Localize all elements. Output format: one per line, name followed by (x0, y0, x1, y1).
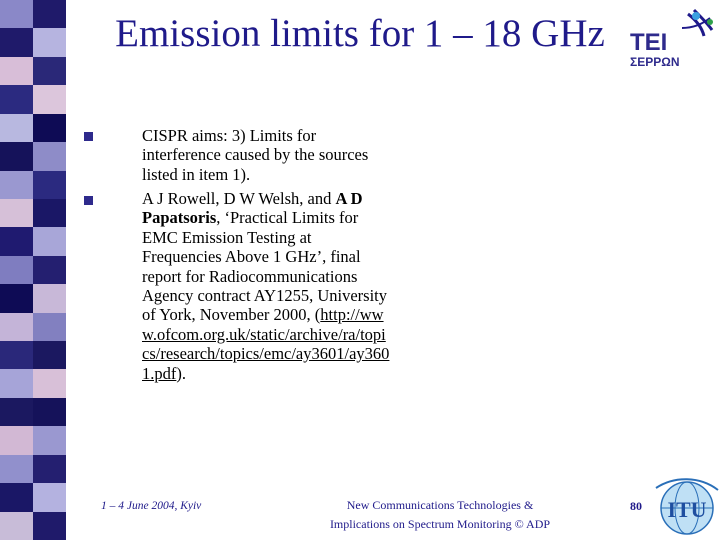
svg-text:TEI: TEI (630, 29, 668, 56)
stripe-cell (0, 114, 33, 143)
stripe-cell (33, 57, 66, 86)
decorative-stripe (0, 0, 66, 540)
bullet-marker (84, 132, 93, 141)
stripe-cell (33, 171, 66, 200)
itu-logo (654, 468, 720, 540)
paren-open: ( (314, 305, 321, 325)
stripe-cell (0, 341, 33, 370)
stripe-cell (0, 512, 33, 540)
stripe-cell (33, 341, 66, 370)
stripe-cell (0, 398, 33, 427)
footer-center (290, 496, 590, 534)
stripe-cell (33, 256, 66, 285)
stripe-cell (0, 142, 33, 171)
bullet-marker (84, 196, 93, 205)
page-number: 80 (630, 499, 642, 513)
stripe-cell (0, 57, 33, 86)
bullet-text: CISPR aims: 3) Limits for interference caused by the sources listed in item 1). (142, 126, 369, 184)
footer-center-line: New Communications Technologies & (346, 498, 534, 512)
stripe-cell (0, 256, 33, 285)
stripe-cell (33, 455, 66, 484)
author-name: A D Papatsoris (142, 189, 363, 228)
stripe-cell (0, 28, 33, 57)
bullet-text: A J Rowell, D W Welsh, and (142, 189, 332, 208)
stripe-cell (33, 284, 66, 313)
tei-logo (630, 6, 720, 68)
stripe-cell (0, 171, 33, 200)
stripe-cell (33, 483, 66, 512)
stripe-cell (33, 369, 66, 398)
stripe-cell (0, 85, 33, 114)
stripe-cell (0, 426, 33, 455)
stripe-cell (33, 199, 66, 228)
stripe-cell (0, 199, 33, 228)
bullet-item (142, 126, 392, 184)
stripe-cell (33, 512, 66, 540)
stripe-cell (33, 85, 66, 114)
slide-title: Emission limits for 1 – 18 GHz (115, 12, 605, 55)
stripe-cell (33, 426, 66, 455)
stripe-cell (0, 455, 33, 484)
stripe-cell (33, 227, 66, 256)
report-link[interactable]: http://www.ofcom.org.uk/static/archive/ra/topics/research/topics/emc/ay3601/ay3601.pdf (142, 305, 390, 383)
svg-text:ΣΕΡΡΩΝ: ΣΕΡΡΩΝ (630, 55, 680, 68)
stripe-cell (0, 284, 33, 313)
stripe-cell (0, 0, 33, 29)
stripe-cell (0, 313, 33, 342)
footer-date-place: 1 – 4 June 2004, Kyiv (101, 500, 202, 512)
bullet-text: , ‘Practical Limits for EMC Emission Testing at Frequencies Above 1 GHz’, final report for Radiocommunications Agency contract AY1255, University of York, November 2000, (142, 208, 388, 325)
stripe-cell (0, 227, 33, 256)
stripe-cell (33, 114, 66, 143)
stripe-cell (33, 398, 66, 427)
stripe-cell (33, 28, 66, 57)
bullet-item (142, 189, 392, 383)
itu-logo-text: ITU (667, 497, 707, 522)
stripe-cell (0, 483, 33, 512)
stripe-cell (33, 0, 66, 29)
paren-close: ). (176, 363, 186, 383)
stripe-cell (0, 369, 33, 398)
stripe-cell (33, 142, 66, 171)
stripe-cell (33, 313, 66, 342)
footer-center-line: Implications on Spectrum Monitoring © ADP (329, 517, 551, 531)
